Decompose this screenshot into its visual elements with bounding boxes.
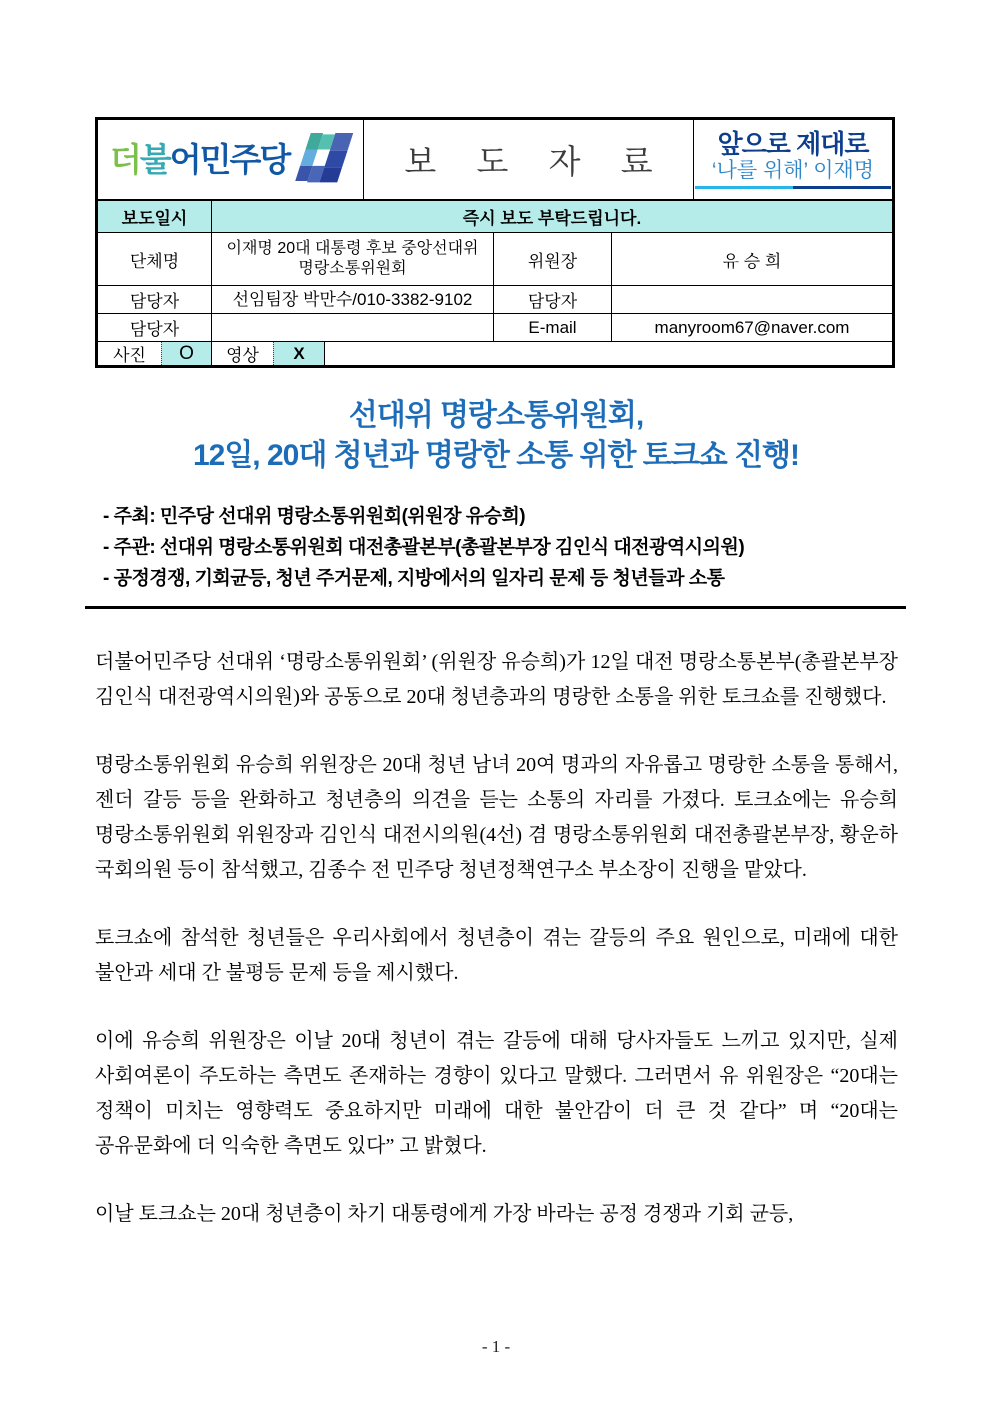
media-row	[98, 341, 892, 365]
email-label: E-mail	[493, 314, 611, 341]
party-logo-cell	[98, 120, 363, 199]
bullet-topics: - 공정경쟁, 기회균등, 청년 주거문제, 지방에서의 일자리 문제 등 청년들과 소통	[103, 568, 725, 589]
release-time-label: 보도일시	[121, 209, 188, 228]
organization-value	[211, 233, 493, 285]
body-paragraph-1: 더불어민주당 선대위 ‘명랑소통위원회’ (위원장 유승희)가 12일 대전 명랑소통본부(총괄본부장 김인식 대전광역시의원)와 공동으로 20대 청년층과의 명랑한 소통을 위한 토크쇼를 진행했다.	[95, 651, 898, 708]
wordmark-part-teal: 불	[139, 141, 170, 178]
table-header-row	[98, 120, 892, 199]
body-paragraph-3: 토크쇼에 참석한 청년들은 우리사회에서 청년층이 겪는 갈등의 주요 원인으로, 미래에 대한 불안과 세대 간 불평등 문제 등을 제시했다.	[95, 927, 898, 984]
article-body	[95, 645, 898, 1232]
bullet-organizer: - 주관: 선대위 명랑소통위원회 대전총괄본부(총괄본부장 김인식 대전광역시의원)	[103, 537, 745, 558]
contact2-value	[211, 314, 493, 341]
page-number: - 1 -	[481, 1337, 511, 1356]
bullet-host: - 주최: 민주당 선대위 명랑소통위원회(위원장 유승희)	[103, 506, 526, 527]
slogan-line2: ‘나를 위해’ 이재명	[711, 159, 875, 183]
party-logo-wordmark	[110, 143, 289, 176]
video-flag-value: X	[273, 342, 324, 365]
video-label: 영상	[211, 342, 273, 365]
organization-value-line2: 명랑소통위원회	[298, 260, 407, 277]
campaign-slogan-cell	[693, 120, 892, 199]
summary-bullets	[103, 502, 897, 594]
doc-type-cell	[363, 120, 693, 199]
contact-row-1	[98, 285, 892, 313]
document-title	[0, 396, 992, 476]
organization-value-line1: 이재명 20대 대통령 후보 중앙선대위	[226, 240, 479, 257]
slogan-line1: 앞으로 제대로	[717, 128, 869, 159]
section-divider	[85, 606, 906, 609]
body-paragraph-2: 명랑소통위원회 유승희 위원장은 20대 청년 남녀 20여 명과의 자유롭고 명랑한 소통을 통해서, 젠더 갈등 등을 완화하고 청년층의 의견을 듣는 소통의 자리를 가졌다. 토크쇼에는 유승희 명랑소통위원회 위원장과 김인식 대전시의원(4선) 겸 명랑소통위원회 대전총괄본부장, 황운하 국회의원 등이 참석했고, 김종수 전 민주당 청년정책연구소 부소장이 진행을 맡았다.	[95, 754, 898, 881]
contact2-label: 담당자	[129, 320, 180, 339]
contact1-value: 선임팀장 박만수/010-3382-9102	[211, 286, 493, 313]
press-release-info-table	[95, 117, 895, 368]
chairperson-label: 위원장	[493, 233, 611, 285]
document-title-line1: 선대위 명랑소통위원회,	[348, 399, 644, 432]
party-flag-icon	[293, 120, 359, 194]
organization-label: 단체명	[129, 251, 180, 271]
contact1-label: 담당자	[129, 292, 180, 311]
contact1-label2: 담당자	[493, 286, 611, 313]
doc-type-title: 보 도 자 료	[404, 145, 669, 181]
wordmark-part-green: 더	[110, 141, 140, 178]
contact-row-2	[98, 313, 892, 341]
photo-flag-value: O	[161, 342, 211, 365]
body-paragraph-5: 이날 토크쇼는 20대 청년층이 차기 대통령에게 가장 바라는 공정 경쟁과 기회 균등,	[95, 1203, 794, 1225]
release-time-row	[98, 199, 892, 232]
document-title-line2: 12일, 20대 청년과 명랑한 소통 위한 토크쇼 진행!	[192, 439, 800, 472]
photo-label: 사진	[113, 346, 146, 365]
media-row-empty-cell	[324, 342, 892, 365]
slogan-underline	[695, 186, 891, 189]
contact1-value2	[611, 286, 892, 313]
release-time-value: 즉시 보도 부탁드립니다.	[211, 201, 892, 232]
chairperson-value: 유 승 희	[611, 233, 892, 285]
organization-row	[98, 232, 892, 285]
wordmark-part-blue: 어민주당	[169, 141, 290, 178]
email-value: manyroom67@naver.com	[611, 314, 892, 341]
body-paragraph-4: 이에 유승희 위원장은 이날 20대 청년이 겪는 갈등에 대해 당사자들도 느끼고 있지만, 실제 사회여론이 주도하는 측면도 존재하는 경향이 있다고 말했다. 그러면서 유 위원장은 “20대는 정책이 미치는 영향력도 중요하지만 미래에 대한 불안감이 더 큰 것 같다” 며 “20대는 공유문화에 더 익숙한 측면도 있다” 고 밝혔다.	[95, 1030, 898, 1157]
